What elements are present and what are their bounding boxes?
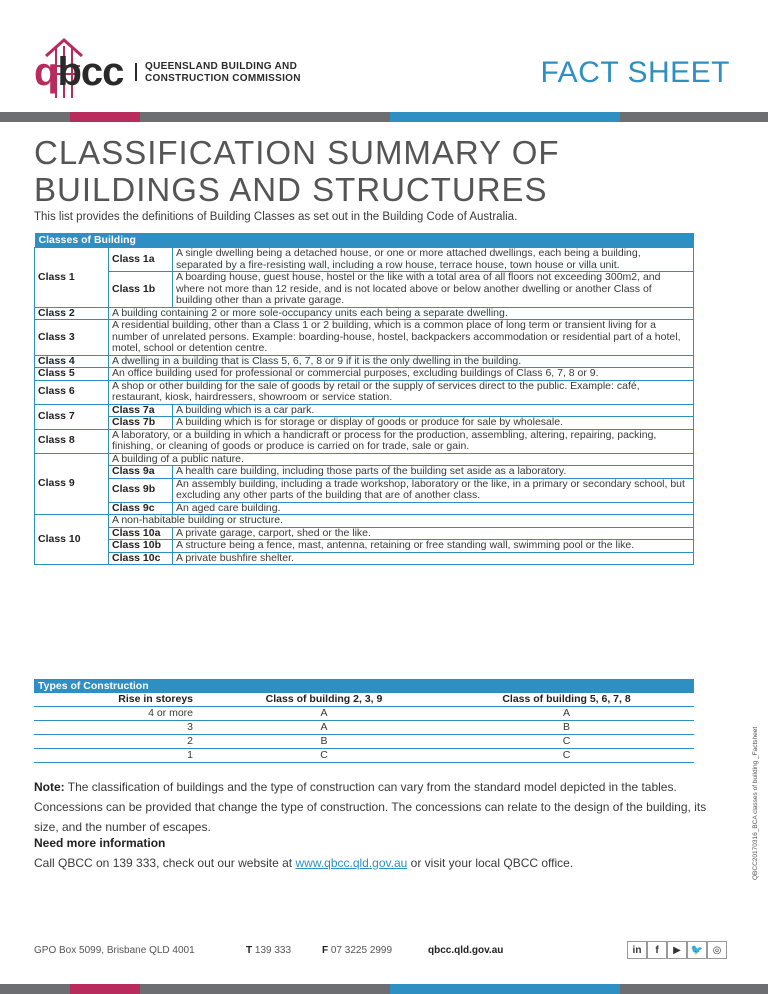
subclass-label: Class 7a [109, 404, 173, 417]
table-row [35, 478, 694, 502]
table-row [35, 417, 694, 430]
class-definition: A building which is for storage or display of goods or produce for sale by wholesale. [173, 417, 694, 430]
class-label: Class 9 [35, 453, 109, 515]
column-header: Rise in storeys [34, 693, 209, 707]
table-row [35, 527, 694, 540]
page-title: CLASSIFICATION SUMMARY OF BUILDINGS AND STRUCTURES [34, 134, 560, 208]
class-label: Class 2 [35, 307, 109, 320]
class-definition: A structure being a fence, mast, antenna, retaining or free standing wall, swimming pool or the like. [173, 540, 694, 553]
type-cell: A [209, 721, 439, 735]
type-cell: C [439, 735, 694, 749]
footer-phone [246, 945, 291, 956]
class-definition: A health care building, including those parts of the building set aside as a laboratory. [173, 466, 694, 479]
column-header: Class of building 5, 6, 7, 8 [439, 693, 694, 707]
phone-label: T [246, 945, 253, 956]
table-row [35, 466, 694, 479]
note-text: The classification of buildings and the type of construction can vary from the standard model depicted in the tables. Concessions can be provided that change the type of construction. The concessions can relate to the design of the building, its size, and the number of escapes. [34, 780, 707, 834]
table-row [35, 552, 694, 565]
footer-fax [322, 945, 392, 956]
table-row [34, 707, 694, 721]
class-definition: A residential building, other than a Class 1 or 2 building, which is a common place of long term or transient living for a number of unrelated persons. Example: boarding-house, hostel, backpackers accommodation or residential part of a hotel, motel, school or detention centre. [109, 320, 694, 356]
types-of-construction-table [34, 679, 694, 763]
table-row [34, 735, 694, 749]
footer-website-text: qbcc.qld.gov.au [428, 945, 504, 956]
class-definition: A non-habitable building or structure. [109, 515, 694, 528]
instagram-icon[interactable]: ◎ [707, 941, 727, 959]
table-row [35, 380, 694, 404]
class-label: Class 10 [35, 515, 109, 565]
rise-cell: 4 or more [34, 707, 209, 721]
class-definition: A boarding house, guest house, hostel or the like with a total area of all floors not exceeding 300m2, and where not more than 12 reside, and is not located above or below another dwelling or another Class of building other than a private garage. [173, 272, 694, 308]
type-cell: C [209, 749, 439, 763]
class-definition: A building of a public nature. [109, 453, 694, 466]
class-label: Class 8 [35, 429, 109, 453]
contact-paragraph [34, 856, 573, 870]
type-cell: B [209, 735, 439, 749]
need-more-heading: Need more information [34, 836, 166, 850]
subclass-label: Class 1a [109, 248, 173, 272]
table-header-row [34, 693, 694, 707]
table-row [35, 320, 694, 356]
subclass-label: Class 10c [109, 552, 173, 565]
column-header: Class of building 2, 3, 9 [209, 693, 439, 707]
classes-table-heading: Classes of Building [35, 233, 694, 248]
subclass-label: Class 10b [109, 540, 173, 553]
intro-text: This list provides the definitions of Building Classes as set out in the Building Code of Australia. [34, 211, 518, 223]
table-row [35, 540, 694, 553]
top-colour-stripe [0, 112, 768, 122]
class-definition: A building containing 2 or more sole-occupancy units each being a separate dwelling. [109, 307, 694, 320]
rise-cell: 1 [34, 749, 209, 763]
subclass-label: Class 9a [109, 466, 173, 479]
contact-prefix: Call QBCC on 139 333, check out our website at [34, 856, 296, 870]
class-label: Class 4 [35, 355, 109, 368]
document-type: FACT SHEET [540, 56, 730, 89]
class-definition: A building which is a car park. [173, 404, 694, 417]
phone-number: 139 333 [252, 945, 292, 956]
class-definition: A shop or other building for the sale of goods by retail or the supply of services direct to the public. Example: café, restaurant, kiosk, hairdressers, showroom or service station. [109, 380, 694, 404]
types-table-heading: Types of Construction [34, 679, 694, 693]
class-label: Class 1 [35, 248, 109, 308]
class-definition: A private bushfire shelter. [173, 552, 694, 565]
organisation-name [145, 61, 301, 85]
logo-q: q [34, 50, 58, 94]
class-label: Class 6 [35, 380, 109, 404]
rise-cell: 2 [34, 735, 209, 749]
table-row [35, 453, 694, 466]
table-row [35, 355, 694, 368]
subclass-label: Class 1b [109, 272, 173, 308]
table-row [35, 307, 694, 320]
class-label: Class 3 [35, 320, 109, 356]
type-cell: A [209, 707, 439, 721]
footer-website[interactable] [428, 945, 503, 956]
class-definition: A single dwelling being a detached house, or one or more attached dwellings, each being a building, separated by a fire-resisting wall, including a row house, terrace house, town house or villa unit. [173, 248, 694, 272]
class-label: Class 7 [35, 404, 109, 429]
document-code: QBCC20170316_BCA classes of building _Factsheet [752, 726, 759, 880]
qbcc-logo [34, 52, 123, 92]
type-cell: C [439, 749, 694, 763]
class-definition: An assembly building, including a trade workshop, laboratory or the like, in a primary or secondary school, but excluding any other parts of the building that are of another class. [173, 478, 694, 502]
class-definition: An aged care building. [173, 502, 694, 515]
org-line-1: QUEENSLAND BUILDING AND [145, 61, 298, 72]
logo-separator [135, 63, 137, 81]
type-cell: A [439, 707, 694, 721]
facebook-icon[interactable]: f [647, 941, 667, 959]
youtube-icon[interactable]: ▶ [667, 941, 687, 959]
twitter-icon[interactable]: 🐦 [687, 941, 707, 959]
linkedin-icon[interactable]: in [627, 941, 647, 959]
table-row [34, 721, 694, 735]
subclass-label: Class 9c [109, 502, 173, 515]
fax-number: 07 3225 2999 [328, 945, 393, 956]
table-row [35, 368, 694, 381]
class-definition: A private garage, carport, shed or the like. [173, 527, 694, 540]
org-line-2: CONSTRUCTION COMMISSION [145, 73, 301, 84]
classes-of-building-table [34, 233, 694, 565]
class-definition: A dwelling in a building that is Class 5, 6, 7, 8 or 9 if it is the only dwelling in the building. [109, 355, 694, 368]
table-row [35, 248, 694, 272]
class-definition: An office building used for professional or commercial purposes, excluding buildings of Class 6, 7, 8 or 9. [109, 368, 694, 381]
logo-bcc: bcc [57, 50, 124, 94]
footer-address: GPO Box 5099, Brisbane QLD 4001 [34, 945, 195, 956]
table-row [35, 272, 694, 308]
type-cell: B [439, 721, 694, 735]
social-links [627, 941, 727, 959]
table-row [35, 429, 694, 453]
subclass-label: Class 9b [109, 478, 173, 502]
fax-label: F [322, 945, 329, 956]
note-paragraph [34, 777, 734, 837]
table-row [34, 749, 694, 763]
subclass-label: Class 10a [109, 527, 173, 540]
note-label: Note: [34, 780, 65, 794]
subclass-label: Class 7b [109, 417, 173, 430]
rise-cell: 3 [34, 721, 209, 735]
table-row [35, 404, 694, 417]
contact-suffix: or visit your local QBCC office. [407, 856, 574, 870]
bottom-colour-stripe [0, 984, 768, 994]
website-link[interactable]: www.qbcc.qld.gov.au [295, 856, 408, 870]
table-row [35, 515, 694, 528]
table-row [35, 502, 694, 515]
class-label: Class 5 [35, 368, 109, 381]
class-definition: A laboratory, or a building in which a handicraft or process for the production, assembling, altering, repairing, packing, finishing, or cleaning of goods or produce is carried on for trade, sale or gain. [109, 429, 694, 453]
